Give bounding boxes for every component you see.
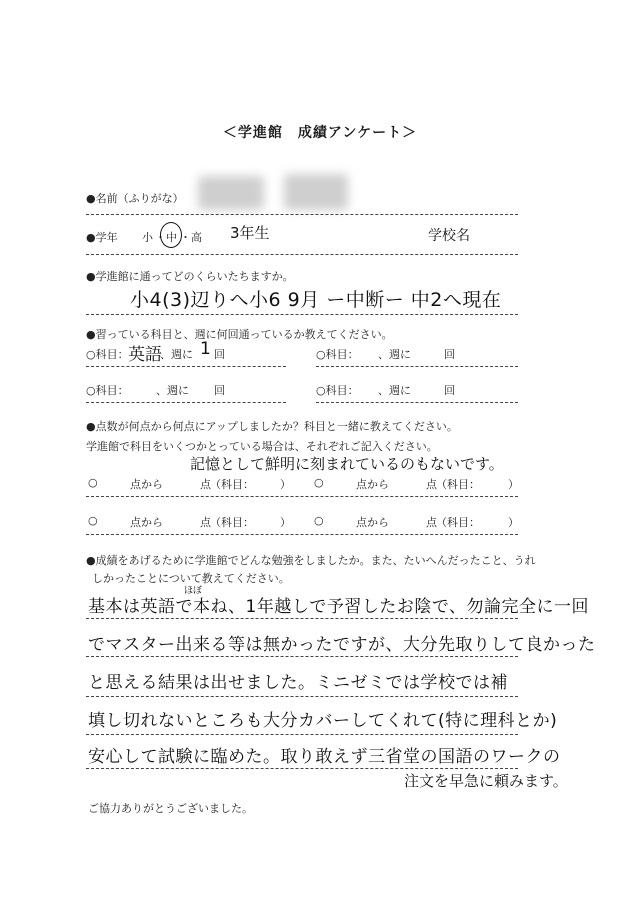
school-name-label-handwritten: 学校名 — [428, 228, 470, 244]
score-from-label: 点から — [356, 478, 389, 491]
score-to-label: 点 — [200, 478, 211, 491]
subject-label-3: ○科目： — [86, 384, 129, 397]
subject-label-2: ○科目： — [316, 348, 359, 361]
score-subject-open: （科目： — [210, 516, 254, 529]
page-title: ＜学進館 成績アンケート＞ — [222, 125, 418, 141]
study-question-line2: しかったことについて教えてください。 — [92, 572, 290, 585]
subject-underline — [86, 366, 286, 367]
subject-label-1: ○科目： — [86, 348, 129, 361]
subject-underline — [316, 402, 518, 403]
study-answer-line: 安心して試験に臨めた。取り敢えず三省堂の国語のワークの — [88, 747, 561, 767]
per-week-label-3: 、週に — [156, 384, 189, 397]
name-underline — [86, 214, 518, 215]
score-underline — [86, 496, 518, 497]
answer-ruled-line — [86, 768, 518, 769]
times-label-3: 回 — [214, 384, 225, 397]
study-answer-line: でマスター出来る等は無かったですが、大分先取りして良かった — [88, 635, 596, 655]
score-underline — [86, 534, 518, 535]
duration-underline — [86, 314, 518, 315]
subject-1-handwritten: 英語 — [128, 345, 162, 365]
score-circle: ○ — [88, 514, 98, 527]
answer-ruled-line — [86, 734, 518, 735]
subject-underline — [316, 366, 518, 367]
grade-separator: ・ — [155, 231, 166, 244]
grade-handwritten: 3年生 — [230, 224, 270, 242]
grade-separator: ・ — [180, 231, 191, 244]
score-to-label: 点 — [200, 516, 211, 529]
middle-school-circle-mark — [160, 222, 182, 248]
score-note: 学進館で科目をいくつかとっている場合は、それぞれご記入ください。 — [86, 440, 438, 453]
duration-answer-handwritten: 小4(3)辺りへ小6 9月 ー中断ー 中2へ現在 — [130, 289, 502, 311]
study-question-line1: ●成績をあげるために学進館でどんな勉強をしましたか。また、たいへんだったこと、うれ — [86, 554, 536, 567]
score-question: ●点数が何点から何点にアップしましたか？科目と一緒に教えてください。 — [86, 420, 458, 433]
score-subject-close: ） — [280, 516, 291, 529]
study-answer-line: と思える結果は出せました。ミニゼミでは学校では補 — [88, 673, 508, 693]
study-answer-line: 注文を早急に頼みます。 — [404, 772, 568, 790]
grade-level-high: 高 — [191, 231, 202, 244]
grade-label: ●学年 — [86, 231, 118, 244]
score-subject-close: ） — [508, 478, 519, 491]
score-subject-close: ） — [280, 478, 291, 491]
score-to-label: 点 — [426, 516, 437, 529]
subjects-question: ●習っている科目と、週に何回通っているか教えてください。 — [86, 328, 393, 341]
name-label: ●名前（ふりがな） — [86, 192, 184, 205]
count-1-handwritten: 1 — [200, 339, 211, 359]
answer-ruled-line — [86, 656, 518, 657]
duration-question: ●学進館に通ってどのくらいたちますか。 — [86, 270, 294, 283]
subject-label-4: ○科目： — [316, 384, 359, 397]
times-label-1: 回 — [214, 348, 225, 361]
score-circle: ○ — [314, 476, 324, 489]
grade-level-elementary: 小 — [142, 231, 153, 244]
score-from-label: 点から — [356, 516, 389, 529]
closing-message: ご協力ありがとうございました。 — [88, 802, 253, 815]
score-from-label: 点から — [130, 516, 163, 529]
score-circle: ○ — [88, 476, 98, 489]
answer-ruled-line — [86, 618, 518, 619]
score-subject-open: （科目： — [436, 516, 480, 529]
answer-ruled-line — [86, 696, 518, 697]
study-answer-line: 基本は英語で本ね、1年越しで予習したお陰で、勿論完全に一回 — [88, 597, 589, 617]
score-circle: ○ — [314, 514, 324, 527]
times-label-4: 回 — [444, 384, 455, 397]
ruby-annotation-handwritten: ほぼ — [184, 586, 203, 596]
grade-level-middle: 中 — [166, 231, 177, 244]
subject-underline — [86, 402, 286, 403]
redacted-surname — [198, 176, 264, 210]
per-week-label-1: 、週に — [160, 348, 193, 361]
redacted-given-name — [284, 174, 348, 210]
per-week-label-2: 、週に — [378, 348, 411, 361]
score-answer-handwritten: 記憶として鮮明に刻まれているのもないです。 — [190, 455, 504, 473]
times-label-2: 回 — [444, 348, 455, 361]
study-answer-line: 填し切れないところも大分カバーしてくれて(特に理科とか) — [88, 711, 558, 731]
score-subject-open: （科目： — [436, 478, 480, 491]
grade-underline — [86, 254, 518, 255]
per-week-label-4: 、週に — [378, 384, 411, 397]
score-from-label: 点から — [130, 478, 163, 491]
score-subject-open: （科目： — [210, 478, 254, 491]
score-subject-close: ） — [508, 516, 519, 529]
score-to-label: 点 — [426, 478, 437, 491]
